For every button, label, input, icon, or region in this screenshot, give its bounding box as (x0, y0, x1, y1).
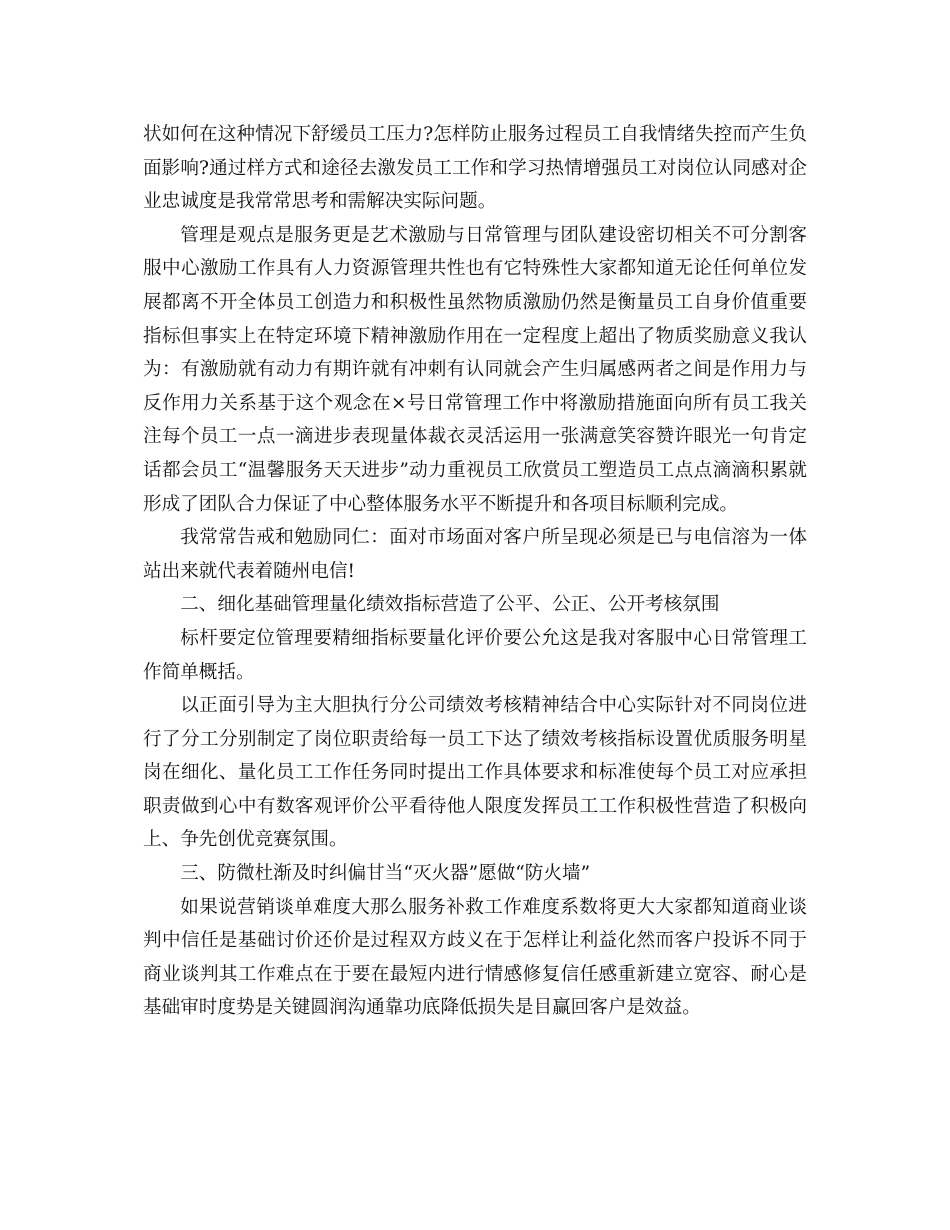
paragraph-intro-continuation: 状如何在这种情况下舒缓员工压力?怎样防止服务过程员工自我情绪失控而产生负面影响?通过样方式和途径去激发员工工作和学习热情增强员工对岗位认同感对企业忠诚度是我常常思考和需解决实际问题。 (143, 124, 807, 213)
document-body (143, 118, 807, 1025)
paragraph-admonition: 我常常告戒和勉励同仁：面对市场面对客户所呈现必须是已与电信溶为一体站出来就代表着随州电信! (143, 527, 807, 582)
section-heading-three: 三、防微杜渐及时纠偏甘当“灭火器”愿做“防火墙” (180, 863, 591, 885)
paragraph-performance: 以正面引导为主大胆执行分公司绩效考核精神结合中心实际针对不同岗位进行了分工分别制定了岗位职责给每一员工下达了绩效考核指标设置优质服务明星岗在细化、量化员工工作任务同时提出工作具体要求和标准使每个员工对应承担职责做到心中有数客观评价公平看待他人限度发挥员工工作积极性营造了积极向上、争先创优竞赛氛围。 (143, 695, 807, 851)
paragraph-service-recovery: 如果说营销谈单难度大那么服务补救工作难度系数将更大大家都知道商业谈判中信任是基础讨价还价是过程双方歧义在于怎样让利益化然而客户投诉不同于商业谈判其工作难点在于要在最短内进行情感修复信任感重新建立宽容、耐心是基础审时度势是关键圆润沟通靠功底降低损失是目赢回客户是效益。 (143, 896, 807, 1019)
paragraph-management-summary: 标杆要定位管理要精细指标要量化评价要公允这是我对客服中心日常管理工作简单概括。 (143, 627, 807, 683)
section-heading-two: 二、细化基础管理量化绩效指标营造了公平、公正、公开考核氛围 (180, 594, 720, 616)
paragraph-motivation: 管理是观点是服务更是艺术激励与日常管理与团队建设密切相关不可分割客服中心激励工作具有人力资源管理共性也有它特殊性大家都知道无论任何单位发展都离不开全体员工创造力和积极性虽然物质激励仍然是衡量员工自身价值重要指标但事实上在特定环境下精神激励作用在一定程度上超出了物质奖励意义我认为：有激励就有动力有期许就有冲刺有认同就会产生归属感两者之间是作用力与反作用力关系基于这个观念在×号日常管理工作中将激励措施面向所有员工我关注每个员工一点一滴进步表现量体裁衣灵活运用一张满意笑容赞许眼光一句肯定话都会员工“温馨服务天天进步”动力重视员工欣赏员工塑造员工点点滴滴积累就形成了团队合力保证了中心整体服务水平不断提升和各项目标顺利完成。 (143, 224, 807, 515)
